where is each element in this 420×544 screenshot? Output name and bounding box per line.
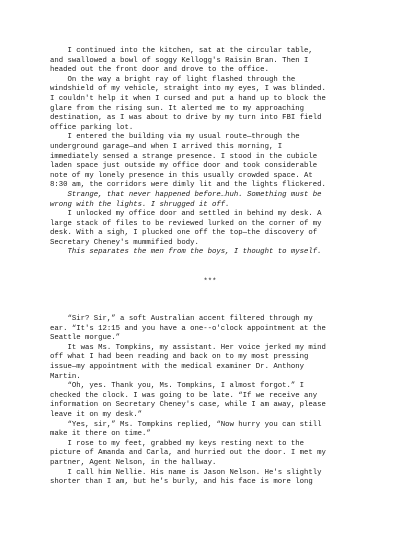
- text-line: I rose to my feet, grabbed my keys resting next to the: [50, 439, 304, 448]
- text-line: checked the clock. I was going to be late. “If we receive any: [50, 391, 318, 400]
- text-line: note of my lonely presence in this usually crowded space. At: [50, 171, 313, 180]
- text-line: “Sir? Sir,” a soft Australian accent filtered through my: [50, 315, 313, 323]
- text-section-before-break: [50, 47, 380, 258]
- text-line: I continued into the kitchen, sat at the circular table,: [50, 47, 313, 55]
- text-line: 8:30 am, the corridors were dimly lit and the lights flickered.: [50, 181, 326, 190]
- text-line: wrong with the lights. I shrugged it off.: [50, 200, 230, 209]
- text-line: immediately sensed a strange presence. I stood in the cubicle: [50, 152, 318, 161]
- text-section-after-break: [50, 315, 380, 488]
- text-line: windshield of my vehicle, straight into my eyes, I was blinded.: [50, 85, 326, 94]
- text-line: office parking lot.: [50, 123, 134, 132]
- text-line: desk. With a sigh, I plucked one off the top—the discovery of: [50, 229, 318, 238]
- text-line: On the way a bright ray of light flashed through the: [50, 75, 296, 84]
- text-line: partner, Agent Nelson, in the hallway.: [50, 458, 217, 467]
- text-line: I couldn't help it when I cursed and put a hand up to block the: [50, 94, 326, 103]
- text-line: I call him Nellie. His name is Jason Nelson. He's slightly: [50, 468, 322, 477]
- text-line: Strange, that never happened before…huh. Something must be: [50, 190, 322, 199]
- text-line: off what I had been reading and back on to my most pressing: [50, 353, 309, 362]
- text-line: glare from the rising sun. It alerted me to my approaching: [50, 104, 304, 113]
- text-line: issue—my appointment with the medical examiner Dr. Anthony: [50, 362, 304, 371]
- text-line: make it there on time.”: [50, 430, 151, 439]
- text-line: laden space just outside my office door and took considerable: [50, 162, 318, 171]
- text-line: “Oh, yes. Thank you, Ms. Tompkins, I almost forgot.” I: [50, 382, 304, 391]
- text-line: Martin.: [50, 372, 81, 381]
- text-line: headed out the front door and drove to the office.: [50, 66, 269, 75]
- text-line: underground garage—and when I arrived this morning, I: [50, 142, 283, 151]
- text-line: I entered the building via my usual route—through the: [50, 133, 300, 142]
- text-line: I unlocked my office door and settled in behind my desk. A: [50, 210, 322, 219]
- scene-break-separator: ***: [203, 278, 217, 286]
- text-line: ear. “It's 12:15 and you have a one--o'clock appointment at the: [50, 324, 326, 333]
- text-line: picture of Amanda and Carla, and hurried out the door. I met my: [50, 449, 326, 458]
- text-line: This separates the men from the boys, I thought to myself.: [50, 248, 322, 257]
- text-line: It was Ms. Tompkins, my assistant. Her voice jerked my mind: [50, 343, 326, 352]
- text-line: information on Secretary Cheney's case, while I am away, please: [50, 401, 326, 410]
- text-line: shorter than I am, but he's burly, and his face is more long: [50, 478, 313, 487]
- text-line: and swallowed a bowl of soggy Kellogg's Raisin Bran. Then I: [50, 56, 309, 65]
- text-line: “Yes, sir,” Ms. Tompkins replied, “Now hurry you can still: [50, 420, 322, 429]
- text-line: large stack of files to be reviewed lurked on the corner of my: [50, 219, 322, 228]
- text-line: destination, as I was about to drive by my turn into FBI field: [50, 114, 322, 123]
- text-line: Seattle morgue.”: [50, 334, 121, 343]
- text-line: Secretary Cheney's mummified body.: [50, 238, 199, 247]
- text-line: leave it on my desk.”: [50, 410, 142, 419]
